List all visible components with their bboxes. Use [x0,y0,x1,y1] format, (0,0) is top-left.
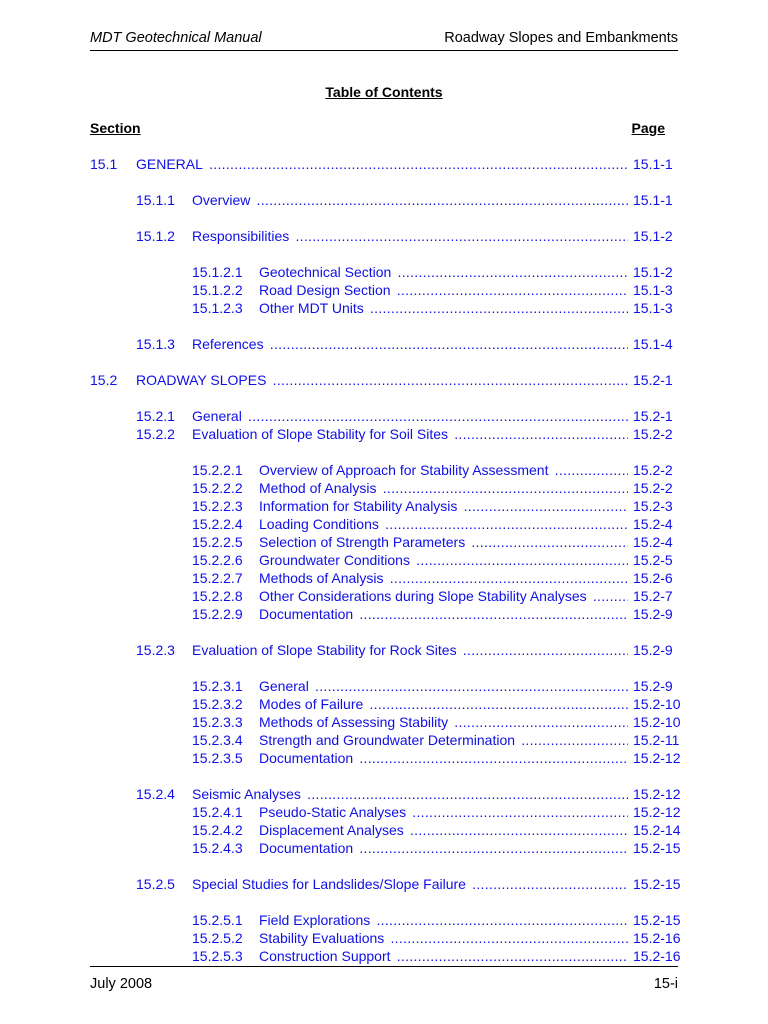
toc-entry-page: 15.2-3 [633,498,673,514]
toc-entry-title: Pseudo-Static Analyses [259,804,407,820]
toc-entry-title: Evaluation of Slope Stability for Soil Sites [192,426,449,442]
toc-entry-title: Geotechnical Section [259,264,392,280]
toc-entry-number: 15.2.2.7 [192,570,243,586]
footer-date: July 2008 [90,976,153,992]
toc-entry-title: References [192,336,264,352]
toc-entry-title-leader [259,677,628,695]
toc-entry-number: 15.2.2.9 [192,606,243,622]
toc-entry-number: 15.2.4.1 [192,804,243,820]
toc-entry-page: 15.2-4 [633,534,673,550]
toc-entry-title: Modes of Failure [259,696,364,712]
toc-entry-page: 15.1-1 [633,192,673,208]
toc-entry-number: 15.2.2.5 [192,534,243,550]
toc-entry-link[interactable] [0,497,768,515]
toc-entry-title: Overview of Approach for Stability Assessment [259,462,549,478]
header-chapter-title: Roadway Slopes and Embankments [444,30,678,46]
toc-entry-link[interactable] [0,713,768,731]
toc-entry-link[interactable] [0,875,768,893]
toc-entry-link[interactable] [0,605,768,623]
toc-entry-title-leader [259,461,628,479]
toc-entry-link[interactable] [0,479,768,497]
toc-entry-page: 15.2-16 [633,930,681,946]
toc-entry-title: Groundwater Conditions [259,552,410,568]
toc-entry-page: 15.2-12 [633,750,681,766]
toc-entry-title: General [259,678,309,694]
toc-entry-title-leader [259,947,628,965]
toc-entry-page: 15.2-12 [633,786,681,802]
toc-entry-title: Documentation [259,606,354,622]
toc-entry-link[interactable] [0,155,768,173]
toc-entry-link[interactable] [0,515,768,533]
toc-entry-title-leader [192,641,628,659]
toc-entry-number: 15.2.5.2 [192,930,243,946]
toc-entry-title: Overview [192,192,251,208]
toc-entry-title-leader [192,335,628,353]
toc-entry-title: General [192,408,242,424]
toc-entry-number: 15.1 [90,156,118,172]
toc-entry-link[interactable] [0,551,768,569]
toc-entry-number: 15.1.2.1 [192,264,243,280]
toc-entry-number: 15.2.5.3 [192,948,243,964]
toc-entry-link[interactable] [0,821,768,839]
page-header [90,28,678,51]
toc-entry-title-leader [259,263,628,281]
toc-entry-page: 15.2-1 [633,372,673,388]
toc-entry-page: 15.1-2 [633,264,673,280]
toc-entry-title: GENERAL [136,156,203,172]
toc-entry-title: Other MDT Units [259,300,364,316]
toc-entry-title-leader [259,533,628,551]
toc-entry-title-leader [192,227,628,245]
toc-entry-page: 15.1-2 [633,228,673,244]
toc-entry-page: 15.1-1 [633,156,673,172]
toc-entry-title-leader [259,479,628,497]
toc-entry-link[interactable] [0,587,768,605]
toc-entry-page: 15.2-10 [633,714,681,730]
toc-entry-title-leader [192,191,628,209]
toc-entry-page: 15.2-16 [633,948,681,964]
toc-entry-title-leader [192,785,628,803]
toc-entry-link[interactable] [0,947,768,965]
toc-entry-title-leader [136,371,628,389]
toc-entry-page: 15.2-4 [633,516,673,532]
toc-entry-link[interactable] [0,407,768,425]
toc-entry-title: Documentation [259,750,354,766]
toc-entry-number: 15.2.3.1 [192,678,243,694]
toc-entry-title: Method of Analysis [259,480,377,496]
toc-entry-link[interactable] [0,371,768,389]
toc-entry-title-leader [136,155,628,173]
toc-entry-number: 15.2.1 [136,408,175,424]
toc-entry-link[interactable] [0,263,768,281]
toc-entry-title: ROADWAY SLOPES [136,372,267,388]
toc-entry-title-leader [259,605,628,623]
toc-entry-page: 15.2-9 [633,606,673,622]
toc-entry-link[interactable] [0,191,768,209]
toc-entry-link[interactable] [0,227,768,245]
toc-entry-number: 15.1.2 [136,228,175,244]
toc-entry-title-leader [259,911,628,929]
toc-entry-number: 15.2.3.5 [192,750,243,766]
toc-entry-title: Other Considerations during Slope Stability Analyses [259,588,587,604]
toc-entry-link[interactable] [0,839,768,857]
toc-entry-number: 15.2.2.4 [192,516,243,532]
toc-entry-page: 15.2-12 [633,804,681,820]
page-footer [90,966,678,997]
toc-entry-title-leader [259,551,628,569]
toc-entry-title: Road Design Section [259,282,391,298]
toc-entry-page: 15.1-4 [633,336,673,352]
toc-entry-title-leader [259,497,628,515]
toc-entry-title-leader [192,875,628,893]
toc-entry-number: 15.2 [90,372,118,388]
toc-entry-link[interactable] [0,785,768,803]
toc-entry-page: 15.2-14 [633,822,681,838]
toc-entry-title: Responsibilities [192,228,290,244]
toc-entry-page: 15.2-15 [633,840,681,856]
toc-entry-link[interactable] [0,803,768,821]
toc-entry-page: 15.1-3 [633,282,673,298]
toc-entry-title: Information for Stability Analysis [259,498,458,514]
toc-entry-page: 15.2-15 [633,912,681,928]
toc-entry-title: Stability Evaluations [259,930,385,946]
toc-entry-number: 15.2.3.3 [192,714,243,730]
toc-entry-number: 15.2.5.1 [192,912,243,928]
toc-entry-page: 15.2-9 [633,642,673,658]
toc-entry-page: 15.2-1 [633,408,673,424]
toc-entry-page: 15.2-9 [633,678,673,694]
toc-entry-title: Seismic Analyses [192,786,301,802]
toc-entry-title-leader [259,731,628,749]
toc-entry-page: 15.2-7 [633,588,673,604]
toc-entry-link[interactable] [0,749,768,767]
toc-entry-title-leader [259,695,628,713]
toc-entry-number: 15.2.5 [136,876,175,892]
section-column-header: Section [90,120,141,136]
toc-entry-title-leader [259,749,628,767]
toc-entry-title: Documentation [259,840,354,856]
toc-entry-link[interactable] [0,677,768,695]
toc-entry-title-leader [259,281,628,299]
toc-entry-title-leader [259,515,628,533]
toc-entry-title: Field Explorations [259,912,371,928]
toc-entry-link[interactable] [0,911,768,929]
toc-entry-title: Construction Support [259,948,391,964]
toc-entry-title: Displacement Analyses [259,822,404,838]
toc-entry-page: 15.2-2 [633,462,673,478]
toc-entry-link[interactable] [0,731,768,749]
toc-entry-title: Methods of Assessing Stability [259,714,449,730]
toc-entry-title: Evaluation of Slope Stability for Rock Sites [192,642,457,658]
toc-entry-number: 15.2.4.3 [192,840,243,856]
toc-entry-link[interactable] [0,281,768,299]
toc-entry-link[interactable] [0,929,768,947]
toc-entry-page: 15.2-2 [633,480,673,496]
toc-entry-link[interactable] [0,641,768,659]
toc-entry-page: 15.2-15 [633,876,681,892]
toc-entry-title: Methods of Analysis [259,570,384,586]
toc-entry-number: 15.2.2.3 [192,498,243,514]
toc-entry-number: 15.2.2 [136,426,175,442]
toc-entry-title: Strength and Groundwater Determination [259,732,516,748]
toc-entry-number: 15.2.2.8 [192,588,243,604]
toc-entry-title: Special Studies for Landslides/Slope Failure [192,876,466,892]
toc-entry-page: 15.2-11 [633,732,680,748]
toc-entry-number: 15.2.4.2 [192,822,243,838]
toc-entry-link[interactable] [0,533,768,551]
toc-entry-title-leader [259,803,628,821]
header-manual-title: MDT Geotechnical Manual [90,30,262,46]
toc-entry-number: 15.2.3 [136,642,175,658]
toc-entry-title-leader [259,299,628,317]
toc-entry-title-leader [192,425,628,443]
toc-entry-title-leader [259,929,628,947]
toc-entry-title-leader [259,821,628,839]
toc-entry-page: 15.2-10 [633,696,681,712]
footer-page-number: 15-i [653,976,678,992]
toc-entry-title-leader [192,407,628,425]
toc-entry-number: 15.1.1 [136,192,175,208]
toc-entry-number: 15.1.2.2 [192,282,243,298]
toc-heading: Table of Contents [325,84,443,100]
toc-entry-link[interactable] [0,569,768,587]
toc-entry-page: 15.2-5 [633,552,673,568]
toc-entry-number: 15.2.2.6 [192,552,243,568]
page-column-header: Page [631,120,665,136]
toc-entry-link[interactable] [0,461,768,479]
toc-entry-title-leader [259,569,628,587]
toc-entry-page: 15.2-2 [633,426,673,442]
toc-entry-number: 15.2.3.4 [192,732,243,748]
toc-entry-link[interactable] [0,335,768,353]
toc-entry-title-leader [259,587,628,605]
toc-entry-number: 15.1.3 [136,336,175,352]
toc-entry-link[interactable] [0,695,768,713]
toc-entry-number: 15.2.2.2 [192,480,243,496]
toc-entry-title-leader [259,839,628,857]
toc-entry-link[interactable] [0,299,768,317]
toc-entry-number: 15.2.3.2 [192,696,243,712]
toc-entry-link[interactable] [0,425,768,443]
toc-entry-number: 15.1.2.3 [192,300,243,316]
toc-entry-title-leader [259,713,628,731]
toc-entry-number: 15.2.2.1 [192,462,243,478]
toc-entry-title: Selection of Strength Parameters [259,534,466,550]
toc-entry-page: 15.2-6 [633,570,673,586]
toc-entry-page: 15.1-3 [633,300,673,316]
toc-entry-number: 15.2.4 [136,786,175,802]
toc-entry-title: Loading Conditions [259,516,379,532]
